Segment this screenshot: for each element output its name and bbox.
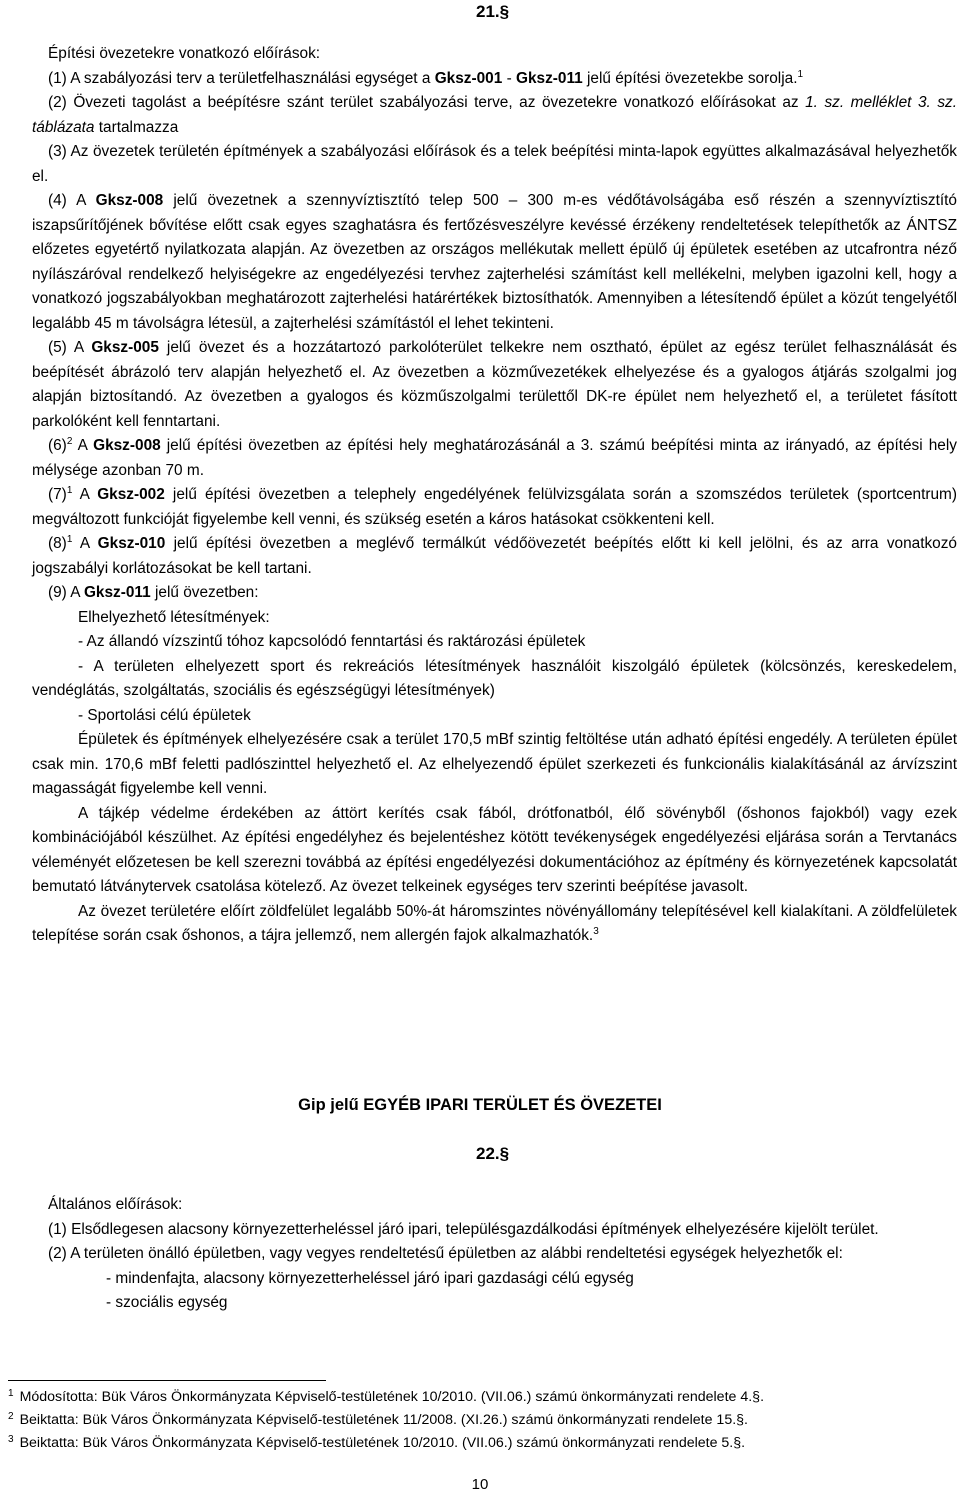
footnote: $^2$ Beiktatta: Bük Város Önkormányzata Képviselő-testületének 11/2008. (XI.26.) számú önkormányzati rendelete 15.§.: [8, 1411, 748, 1428]
paragraph-3: (3) Az övezetek területén építmények a szabályozási előírások és a telek beépítési minta-lapok együttes alkalmazásával helyezhetők el.: [32, 143, 957, 185]
list-item: - szociális egység: [106, 1294, 228, 1311]
footnote: $^1$ Módosította: Bük Város Önkormányzata Képviselő-testületének 10/2010. (VII.06.) számú önkormányzati rendelete 4.§.: [8, 1388, 765, 1405]
footnote-ref: 3: [593, 926, 599, 937]
paragraph-9-subheading: Elhelyezhető létesítmények:: [78, 608, 270, 626]
footnotes: [8, 1386, 948, 1455]
paragraph-9-text-3: Az övezet területére előírt zöldfelület legalább 50%-át háromszintes növényállomány telepítésével kell kialakítani. A zöldfelületek telepítése során csak őshonos, a tájra jellemző, nem allergén fajok alkalmazhatók.$^3$: [32, 902, 957, 944]
paragraph-1: (1) A szabályozási terv a területfelhasználási egységet a Gksz-001 - Gksz-011 jelű építési övezetekbe sorolja.$^1$: [48, 68, 804, 87]
section-22-body: [32, 1193, 957, 1316]
paragraph-4: (4) A Gksz-008 jelű övezetnek a szennyvíztisztító telep 500 – 300 m-es védőtávolságába eső részén a szennyvíztisztító iszapsűrítőjének bővítése előtt csak egyes szaghatásra és fertőzésveszélyre kevéssé érzékeny rendeltetések telepíthetők az ÁNTSZ előzetes egyetértő nyilatkozata alapján. Az övezetben az országos mellékutak mellett épülő új épületek esetében az utcafrontra néző nyílászáróval rendelkező helyiségekre az engedélyezési tervhez zajterhelési számítást kell mellékelni, melyben igazolni kell, hogy a vonatkozó jogszabályokban meghatározott zajterhelési határértékek biztosíthatók. Amennyiben a létesítendő épület a közút tengelyétől legalább 45 m távolságra létesül, a zajterhelési számítástól el lehet tekinteni.: [32, 192, 957, 332]
paragraph-6: $(6)^2$ A Gksz-008 jelű építési övezetben az építési hely meghatározásánál a 3. számú beépítési minta az irányadó, az építési hely mélysége azonban 70 m.: [32, 436, 957, 479]
footnote-ref: 2: [66, 436, 73, 447]
paragraph-9-text-1: Épületek és építmények elhelyezésére csak a terület 170,5 mBf szintig feltöltése után adható építési engedély. A területen épület csak min. 170,6 mBf feletti padlószinttel helyezhető el. Az elhelyezendő épület szerkezeti és funkcionális kialakításánál az árvízszint magasságát figyelembe kell venni.: [32, 731, 957, 797]
paragraph-8: $(8)^1$ A Gksz-010 jelű építési övezetben a meglévő termálkút védőövezetét beépítés előtt ki kell jelölni, és az arra vonatkozó jogszabályi korlátozásokat be kell tartani.: [32, 534, 957, 577]
list-item: - Az állandó vízszintű tóhoz kapcsolódó fenntartási és raktározási épületek: [78, 633, 586, 650]
chapter-heading: Gip jelű EGYÉB IPARI TERÜLET ÉS ÖVEZETEI: [298, 1096, 662, 1114]
paragraph-9: (9) A Gksz-011 jelű övezetben:: [48, 584, 259, 601]
footnote-divider: [8, 1380, 326, 1381]
list-item: - mindenfajta, alacsony környezetterheléssel járó ipari gazdasági célú egység: [106, 1269, 634, 1287]
paragraph-9-text-2: A tájkép védelme érdekében az áttört kerítés csak fából, drótfonatból, élő sövényből (őshonos fajokból) vagy ezek kombinációjából készülhet. Az építési engedélyhez és bejelentéshez kötött tevékenységek engedélyezési eljárása során a Tervtanács véleményét előzetesen be kell szerezni továbbá az építési engedélyezési dokumentációhoz az építmény és környezetének kapcsolatát bemutató látványtervek csatolása kötelező. Az övezet telkeinek egységes terv szerinti beépítése javasolt.: [32, 804, 957, 895]
section-22-heading: Általános előírások:: [48, 1196, 183, 1213]
footnote-ref: 1: [66, 534, 73, 545]
list-item: - A területen elhelyezett sport és rekreációs létesítmények használóit kiszolgáló épületek (kölcsönzés, kereskedelem, vendéglátás, szolgáltatás, szociális és egészségügyi létesítmények): [32, 657, 957, 699]
section-21-heading: Építési övezetekre vonatkozó előírások:: [48, 45, 321, 62]
paragraph-5: (5) A Gksz-005 jelű övezet és a hozzátartozó parkolóterület telkekre nem osztható, épület az egész terület felhasználását és beépítését ábrázoló terv alapján helyezhető el. Az övezetben a közművezetékek elhelyezése és a gyalogos átjárás szolgalmi jog alapján biztosítandó. Az övezetben a gyalogos és közműszolgalmi területtől DK-re épület nem helyezhető el, a területet fásított parkolóként kell fenntartani.: [32, 339, 957, 430]
footnote-ref: 1: [797, 68, 804, 80]
paragraph-2: (2) A területen önálló épületben, vagy vegyes rendeltetésű épületben az alábbi rendeltetési egységek helyezhetők el:: [48, 1245, 843, 1262]
footnote: $^3$ Beiktatta: Bük Város Önkormányzata Képviselő-testületének 10/2010. (VII.06.) számú önkormányzati rendelete 5.§.: [8, 1434, 746, 1451]
section-number-21: 21.§: [476, 2, 510, 21]
page-number: 10: [471, 1476, 489, 1493]
paragraph-7: $(7)^1$ A Gksz-002 jelű építési övezetben a telephely engedélyének felülvizsgálata során a szomszédos területek (sportcentrum) megváltozott funkcióját figyelembe kell venni, és szükség esetén a káros hatásokat csökkenteni kell.: [32, 485, 957, 528]
paragraph-2: (2) Övezeti tagolást a beépítésre szánt terület szabályozási terve, az övezetekre vonatkozó előírásokat az 1. sz. melléklet 3. sz. táblázata tartalmazza: [32, 94, 957, 136]
paragraph-1: (1) Elsődlegesen alacsony környezetterheléssel járó ipari, településgazdálkodási építmények elhelyezésére kijelölt terület.: [48, 1220, 879, 1238]
section-number-22: 22.§: [476, 1144, 510, 1163]
list-item: - Sportolási célú épületek: [78, 706, 251, 724]
footnote-ref: 1: [66, 485, 73, 496]
section-21-body: [32, 42, 957, 949]
